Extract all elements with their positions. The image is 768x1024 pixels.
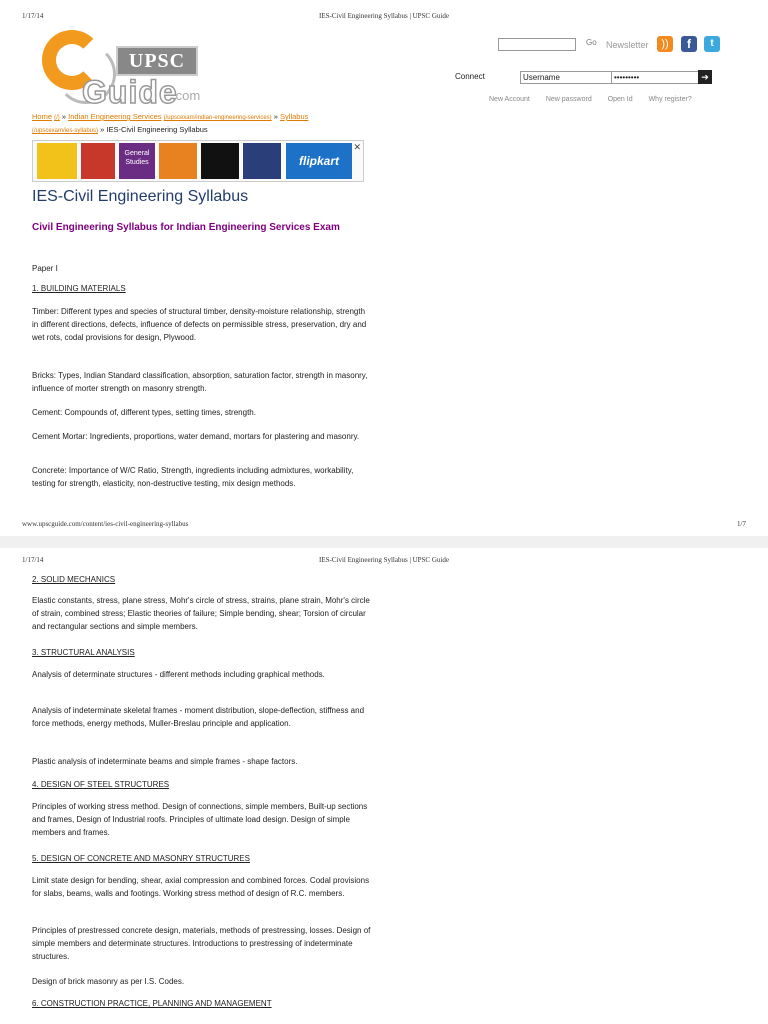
print-title: IES-Civil Engineering Syllabus | UPSC Guide bbox=[319, 556, 449, 564]
ad-book-3-title: General Studies bbox=[124, 150, 150, 166]
paragraph: Limit state design for bending, shear, axial compression and combined forces. Codal provisions for slabs, beams, walls and footings. Working stress method of design of R.C. members. bbox=[32, 876, 370, 898]
breadcrumb-home-url: (/) bbox=[54, 115, 60, 121]
paragraph: Principles of working stress method. Design of connections, simple members, Built-up sections and frames, Design of Industrial roofs. Principles of ultimate load design. Design of simple members and frames. bbox=[32, 802, 368, 837]
print-title: IES-Civil Engineering Syllabus | UPSC Guide bbox=[319, 12, 449, 20]
breadcrumb-home[interactable]: Home bbox=[32, 112, 53, 121]
breadcrumb-ies-url: (/upscexam/indian-engineering-services) bbox=[163, 115, 272, 121]
search-go-button[interactable]: Go bbox=[586, 38, 597, 47]
new-account-link[interactable]: New Account bbox=[489, 96, 530, 103]
article-subtitle: Civil Engineering Syllabus for Indian Engineering Services Exam bbox=[32, 222, 340, 233]
paragraph: Plastic analysis of indeterminate beams and simple frames - shape factors. bbox=[32, 757, 298, 766]
section-heading: 1. BUILDING MATERIALS bbox=[32, 284, 126, 293]
print-footer bbox=[22, 520, 746, 528]
paragraph: Analysis of indeterminate skeletal frames - moment distribution, slope-deflection, stiffness and force methods, energy methods, Muller-Breslau principle and application. bbox=[32, 706, 365, 728]
account-links bbox=[489, 96, 706, 103]
ad-book-4[interactable] bbox=[159, 143, 197, 179]
paragraph: Cement: Compounds of, different types, setting times, strength. bbox=[32, 408, 256, 417]
section-heading: 2. SOLID MECHANICS bbox=[32, 575, 116, 584]
site-logo[interactable] bbox=[38, 28, 208, 108]
paragraph: Bricks: Types, Indian Standard classification, absorption, saturation factor, strength in masonry, influence of morter strength on masonry strength. bbox=[32, 371, 368, 393]
logo-guide-text: Guide bbox=[82, 74, 178, 110]
logo-upsc-text: UPSC bbox=[116, 46, 198, 76]
twitter-icon[interactable]: t bbox=[704, 36, 720, 52]
ad-book-6[interactable] bbox=[243, 143, 281, 179]
login-arrow-icon[interactable]: ➔ bbox=[698, 70, 712, 84]
newsletter-link[interactable]: Newsletter bbox=[606, 40, 649, 50]
rss-icon[interactable]: )) bbox=[657, 36, 673, 52]
breadcrumb: Home (/) » Indian Engineering Services (/upscexam/indian-engineering-services) » Syllabus (/upscexam/ies-syllabus) » IES-Civil Engineering Syllabus bbox=[32, 112, 309, 134]
paragraph: Principles of prestressed concrete design, materials, methods of prestressing, losses. Design of simple members and determinate structures. Introductions to prestressing of indeterminate structures. bbox=[32, 926, 371, 961]
why-register-link[interactable]: Why register? bbox=[648, 96, 692, 103]
ad-banner[interactable] bbox=[32, 140, 364, 182]
paper-label: Paper I bbox=[32, 264, 58, 273]
ad-book-1[interactable] bbox=[37, 143, 77, 179]
ad-book-5[interactable] bbox=[201, 143, 239, 179]
print-date: 1/17/14 bbox=[22, 556, 44, 564]
ad-close-icon[interactable]: ✕ bbox=[353, 142, 361, 152]
username-field[interactable]: Username bbox=[520, 71, 612, 84]
section-heading: 3. STRUCTURAL ANALYSIS bbox=[32, 648, 135, 657]
breadcrumb-syllabus-url: (/upscexam/ies-syllabus) bbox=[32, 128, 99, 134]
print-page-2 bbox=[0, 548, 768, 1024]
paragraph: Design of brick masonry as per I.S. Codes. bbox=[32, 977, 185, 986]
password-field[interactable]: ••••••••• bbox=[611, 71, 699, 84]
breadcrumb-syllabus[interactable]: Syllabus bbox=[280, 112, 309, 121]
flipkart-logo[interactable]: flipkart bbox=[286, 143, 352, 179]
ad-book-3[interactable] bbox=[119, 143, 155, 179]
connect-label: Connect bbox=[455, 72, 485, 81]
new-password-link[interactable]: New password bbox=[545, 96, 592, 103]
print-url: www.upscguide.com/content/ies-civil-engineering-syllabus bbox=[22, 520, 189, 528]
logo-com-text: .com bbox=[172, 88, 201, 103]
breadcrumb-ies[interactable]: Indian Engineering Services bbox=[68, 112, 162, 121]
paragraph: Cement Mortar: Ingredients, proportions, water demand, mortars for plastering and masonry. bbox=[32, 432, 360, 441]
breadcrumb-current: IES-Civil Engineering Syllabus bbox=[106, 125, 208, 134]
section-heading: 4. DESIGN OF STEEL STRUCTURES bbox=[32, 780, 170, 789]
section-heading: 5. DESIGN OF CONCRETE AND MASONRY STRUCTURES bbox=[32, 854, 250, 863]
ad-book-2[interactable] bbox=[81, 143, 115, 179]
print-date: 1/17/14 bbox=[22, 12, 44, 20]
section-heading: 6. CONSTRUCTION PRACTICE, PLANNING AND MANAGEMENT bbox=[32, 999, 272, 1008]
paragraph: Analysis of determinate structures - different methods including graphical methods. bbox=[32, 670, 325, 679]
paragraph: Timber: Different types and species of structural timber, density-moisture relationship, strength in different directions, defects, influence of defects on permissible stress, preservation, dry and wet rots, codal provisions for design, Plywood. bbox=[32, 307, 367, 342]
open-id-link[interactable]: Open Id bbox=[607, 96, 633, 103]
paragraph: Concrete: Importance of W/C Ratio, Strength, ingredients including admixtures, workability, testing for strength, elasticity, non-destructive testing, mix design methods. bbox=[32, 466, 354, 488]
search-input[interactable] bbox=[498, 38, 576, 51]
print-page-number: 1/7 bbox=[737, 520, 746, 528]
paragraph: Elastic constants, stress, plane stress, Mohr's circle of stress, strains, plane strain, Mohr's circle of strain, combined stress; Elastic theories of failure; Simple bending, shear; Torsion of circular and rectangular sections and simple members. bbox=[32, 596, 370, 631]
facebook-icon[interactable]: f bbox=[681, 36, 697, 52]
article-title: IES-Civil Engineering Syllabus bbox=[32, 188, 249, 205]
